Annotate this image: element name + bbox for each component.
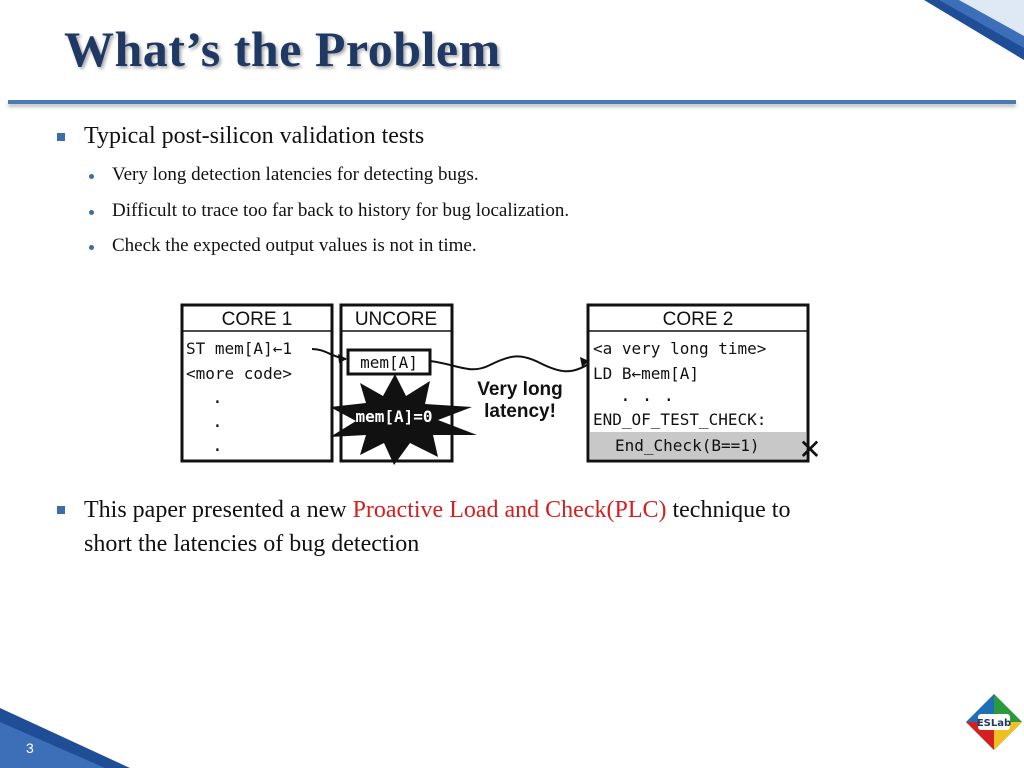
svg-text:ESLab: ESLab xyxy=(976,718,1012,729)
corner-decoration-top-right xyxy=(884,0,1024,60)
plc-highlight: Proactive Load and Check(PLC) xyxy=(352,497,667,523)
core1-more-code: <more code> xyxy=(186,364,292,383)
core2-header: CORE 2 xyxy=(662,309,734,330)
core2-long-time: <a very long time> xyxy=(593,339,767,358)
fail-x-icon: ✕ xyxy=(798,433,822,465)
corner-decoration-bottom-left xyxy=(0,708,140,768)
page-number: 3 xyxy=(26,740,34,756)
eslab-logo xyxy=(964,692,1024,752)
bullet-typical-tests: Typical post-silicon validation tests xyxy=(84,123,425,149)
bullet-plc-technique xyxy=(84,493,790,561)
sub-bullet-check-output: Check the expected output values is not in time. xyxy=(112,235,477,256)
title-underline xyxy=(8,100,1016,104)
bullet-square-icon xyxy=(57,506,65,514)
sub-bullet-trace: Difficult to trace too far back to history for bug localization. xyxy=(112,200,570,221)
core2-end-of-test: END_OF_TEST_CHECK: xyxy=(593,410,767,429)
sub-bullet-dot-icon xyxy=(89,245,94,250)
core1-store-line: ST mem[A]←1 xyxy=(186,339,292,358)
plc-line2: short the latencies of bug detection xyxy=(84,531,420,557)
mem-box-label: mem[A] xyxy=(360,353,418,372)
core2-end-check: End_Check(B==1) xyxy=(615,436,760,455)
latency-diagram xyxy=(180,303,830,465)
uncore-header: UNCORE xyxy=(354,309,438,330)
sub-bullet-dot-icon xyxy=(89,210,94,215)
sub-bullet-latency: Very long detection latencies for detecting bugs. xyxy=(112,164,479,185)
latency-label-line2: latency! xyxy=(484,401,556,422)
core1-header: CORE 1 xyxy=(221,309,293,330)
plc-intro-text: This paper presented a new xyxy=(84,497,353,523)
plc-post-text: technique to xyxy=(666,497,791,523)
core1-dot: . xyxy=(212,411,223,432)
page-title: What’s the Problem xyxy=(64,21,501,77)
core2-load-line: LD B←mem[A] xyxy=(593,364,699,383)
core1-dot: . xyxy=(212,435,223,456)
latency-label-line1: Very long xyxy=(477,379,563,400)
burst-label: mem[A]=0 xyxy=(355,407,433,426)
core1-dot: . xyxy=(212,387,223,408)
bullet-square-icon xyxy=(57,133,65,141)
core2-dots: . . . xyxy=(620,385,675,406)
sub-bullet-dot-icon xyxy=(89,174,94,179)
